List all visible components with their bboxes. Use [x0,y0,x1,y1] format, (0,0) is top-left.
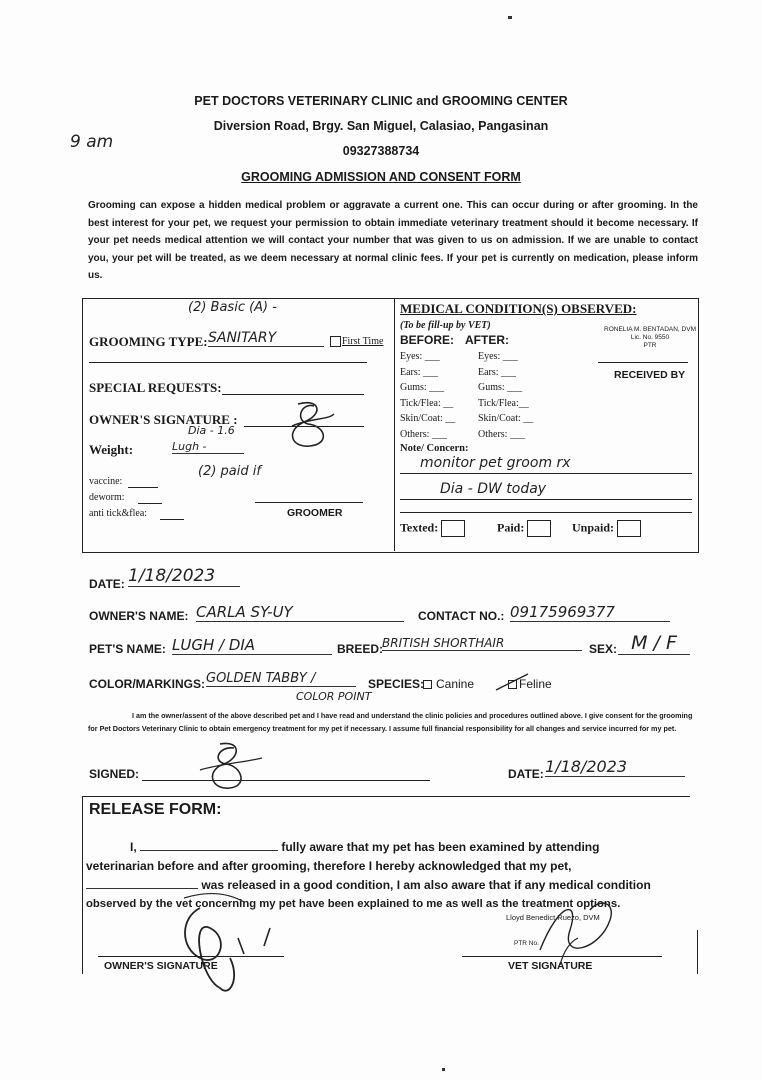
after-ears: Ears: ___ [478,366,517,378]
texted-checkbox[interactable] [441,520,465,537]
owner-sig-label: OWNER'S SIGNATURE [104,960,218,972]
special-requests-label: SPECIAL REQUESTS: [89,380,222,395]
grooming-note: (2) Basic (A) - [188,300,277,315]
vaccine-line[interactable] [128,487,158,488]
date2-value[interactable]: 1/18/2023 [545,757,685,777]
grooming-type-value[interactable]: SANITARY [208,330,324,347]
after-gums: Gums: ___ [478,382,523,393]
antitick-label: anti tick&flea: [89,508,148,519]
note-label: Note/ Concern: [400,443,469,454]
groomer-line[interactable] [255,502,363,503]
first-time-checkbox[interactable] [330,336,341,347]
medical-title: MEDICAL CONDITION(S) OBSERVED: [400,301,637,316]
deworm-line[interactable] [138,503,162,504]
unpaid-label: Unpaid: [572,520,615,535]
release-owner-blank[interactable] [140,838,278,851]
vet-stamp [603,326,697,350]
paid-note: (2) paid if [198,464,261,479]
release-line-1-text: fully aware that my pet has been examined by attending [281,840,600,854]
vet-sig-line[interactable] [462,956,662,957]
release-i: I, [130,840,137,854]
paid-field [497,520,551,537]
release-line-3-text: was released in a good condition, I am also aware that if any medical condition [201,878,651,892]
before-gums: Gums: ___ [400,382,445,393]
stamp-license: Lic. No. 9550 [630,334,670,341]
before-list [400,349,455,442]
date-value[interactable]: 1/18/2023 [128,566,240,587]
received-by-line[interactable] [598,362,688,363]
after-skincoat: Skin/Coat: __ [478,413,534,424]
before-tickflea: Tick/Flea: __ [400,397,454,409]
pet-name-label: PET'S NAME: [89,642,166,656]
paid-label: Paid: [497,520,525,535]
scan-dot [442,1068,445,1071]
breed-value[interactable]: BRITISH SHORTHAIR [382,636,582,651]
release-top-line [82,796,690,797]
deworm-label: deworm: [89,492,125,503]
breed-label: BREED: [337,642,384,656]
handwritten-time: 9 am [70,132,114,152]
unpaid-field [572,520,641,537]
texted-label: Texted: [400,520,439,535]
texted-field [400,520,465,537]
stamp-ptr: PTR [643,342,657,349]
canine-label: Canine [436,677,475,691]
owner-signature-label: OWNER'S SIGNATURE : [89,412,238,427]
clinic-address: Diversion Road, Brgy. San Miguel, Calasiao, Pangasinan [213,119,549,133]
after-label: AFTER: [465,333,509,347]
release-left-line [82,796,83,974]
received-by-label: RECEIVED BY [614,369,686,381]
owner-name-label: OWNER'S NAME: [89,609,189,623]
clinic-name: PET DOCTORS VETERINARY CLINIC and GROOMING CENTER [194,94,568,108]
stamp-name: RONELIA M. BENTADAN, DVM [604,326,696,333]
panel-divider [394,298,395,551]
contact-label: CONTACT NO.: [418,609,505,623]
color-label: COLOR/MARKINGS: [89,677,205,691]
note-rule-2 [400,499,692,500]
release-vet-ptr: PTR No. [514,940,539,947]
before-ears: Ears: ___ [400,366,439,378]
antitick-line[interactable] [160,519,184,520]
note-line-1[interactable]: monitor pet groom rx [420,455,571,471]
form-title: GROOMING ADMISSION AND CONSENT FORM [241,170,521,184]
owner-sig-line[interactable] [98,956,284,957]
pet-name-value[interactable]: LUGH / DIA [172,636,332,655]
release-right-line [697,930,698,974]
after-eyes: Eyes: ___ [478,351,518,362]
note-rule-3 [400,512,692,513]
contact-value[interactable]: 09175969377 [510,603,670,622]
species-label: SPECIES: [368,677,425,691]
before-others: Others: ___ [400,428,447,440]
color-value-2: COLOR POINT [296,690,372,703]
note-rule-1 [400,473,692,474]
vet-signature-scribble [530,890,630,970]
feline-label: Feline [519,677,552,691]
paid-checkbox[interactable] [527,520,551,537]
owner-signature-scribble [280,396,340,456]
weight-note: Dia - 1.6 [188,424,235,437]
release-vet-stamp: Lloyd Benedict Ruezo, DVM [506,913,600,922]
after-others: Others: ___ [478,428,525,440]
consent-paragraph: I am the owner/assent of the above described pet and I have read and understand the clinic policies and procedures outlined above. I give consent for the grooming for Pet Doctors Veterinary Clinic to obtain emergency treatment for my pet if necessary. I assume full financial responsibility for all changes and service incurred for my pet. [88,711,693,733]
consent-signature-scribble [190,736,270,796]
release-line-4: observed by the vet concerning my pet have been explained to me as well as the treatment options. [86,898,621,910]
signed-line[interactable] [142,780,430,781]
after-list [478,349,533,442]
before-skincoat: Skin/Coat: __ [400,413,456,424]
note-line-2[interactable]: Dia - DW today [440,481,547,497]
before-label: BEFORE: [400,333,454,347]
sex-label: SEX: [589,642,618,656]
medical-subtitle: (To be fill-up by VET) [400,320,491,331]
weight-value[interactable]: Lugh - [172,440,244,454]
grooming-type-label: GROOMING TYPE: [89,334,208,349]
special-requests-line[interactable] [222,394,364,395]
groomer-label: GROOMER [287,507,343,519]
first-time-label: First Time [342,336,384,347]
color-value[interactable]: GOLDEN TABBY / [206,671,356,687]
sex-value[interactable]: M / F [618,632,690,655]
release-signature-scribble [160,888,290,1008]
release-title: RELEASE FORM: [89,801,222,818]
after-tickflea: Tick/Flea:__ [478,397,529,409]
weight-label: Weight: [89,442,134,457]
scan-mark [508,16,512,19]
date-label: DATE: [89,577,125,591]
vet-sig-label: VET SIGNATURE [508,960,593,972]
signed-label: SIGNED: [89,767,140,781]
before-eyes: Eyes: ___ [400,351,440,362]
canine-checkbox[interactable] [423,680,432,689]
vaccine-label: vaccine: [89,476,123,487]
clinic-phone: 09327388734 [342,144,420,158]
grooming-type-line [89,362,367,363]
intro-paragraph: Grooming can expose a hidden medical problem or aggravate a current one. This can occur during or after grooming. In the best interest for your pet, we request your permission to obtain immediate veterinary treatment should it become necessary. If your pet needs medical attention we will contact your number that was given to us on admission. If we are unable to contact you, your pet will be treated, as we deem necessary at normal clinic fees. If your pet is currently on medication, please inform us. [88,200,698,281]
release-line-1 [86,838,686,857]
unpaid-checkbox[interactable] [617,520,641,537]
owner-name-value[interactable]: CARLA SY-UY [196,603,404,622]
release-line-2: veterinarian before and after grooming, therefore I hereby acknowledged that my pet, [86,859,572,873]
date2-label: DATE: [508,767,544,781]
